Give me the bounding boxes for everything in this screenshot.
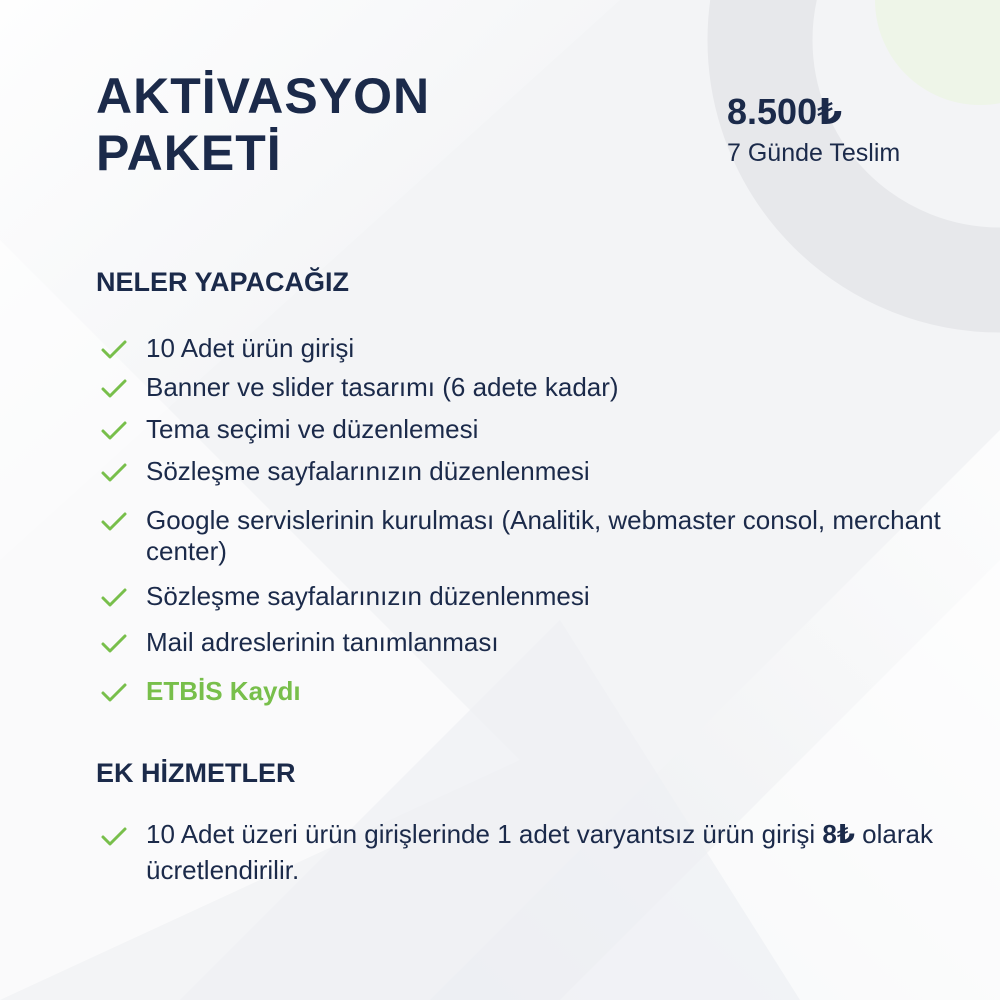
- price-box: [727, 92, 900, 168]
- features-list: [100, 333, 980, 707]
- list-item: [100, 581, 980, 612]
- list-item: [100, 816, 960, 888]
- package-price: 8.500₺: [727, 91, 843, 132]
- extras-price: 8₺: [822, 819, 855, 849]
- check-icon: [100, 339, 128, 361]
- check-icon: [100, 587, 128, 609]
- extras-text-prefix: 10 Adet üzeri ürün girişlerinde 1 adet varyantsız ürün girişi: [146, 819, 816, 849]
- feature-text: Banner ve slider tasarımı (6 adete kadar): [146, 372, 619, 402]
- extras-list: [100, 816, 960, 888]
- list-item: [100, 372, 980, 403]
- features-heading: NELER YAPACAĞIZ: [96, 267, 350, 297]
- package-title-line2: PAKETİ: [96, 125, 282, 181]
- check-icon: [100, 682, 128, 704]
- feature-text: Sözleşme sayfalarınızın düzenlenmesi: [146, 456, 590, 486]
- feature-text-highlight: ETBİS Kaydı: [146, 676, 301, 706]
- check-icon: [100, 420, 128, 442]
- extras-text-suffix: olarak ücretlendirilir.: [146, 819, 933, 885]
- check-icon: [100, 378, 128, 400]
- list-item: [100, 627, 980, 658]
- feature-text: 10 Adet ürün girişi: [146, 333, 355, 363]
- feature-text: Tema seçimi ve düzenlemesi: [146, 414, 479, 444]
- check-icon: [100, 826, 128, 848]
- list-item: [100, 505, 980, 567]
- package-title: [96, 68, 616, 182]
- extras-heading: EK HİZMETLER: [96, 758, 296, 788]
- list-item: [100, 456, 980, 487]
- package-title-line1: AKTİVASYON: [96, 68, 431, 124]
- check-icon: [100, 633, 128, 655]
- check-icon: [100, 462, 128, 484]
- feature-text: Mail adreslerinin tanımlanması: [146, 627, 499, 657]
- feature-text: Sözleşme sayfalarınızın düzenlenmesi: [146, 581, 590, 611]
- list-item: [100, 414, 980, 445]
- list-item-highlight: [100, 676, 980, 707]
- delivery-time: 7 Günde Teslim: [727, 139, 901, 167]
- feature-text: Google servislerinin kurulması (Analitik, webmaster consol, merchant center): [146, 505, 941, 566]
- list-item: [100, 333, 980, 364]
- check-icon: [100, 511, 128, 533]
